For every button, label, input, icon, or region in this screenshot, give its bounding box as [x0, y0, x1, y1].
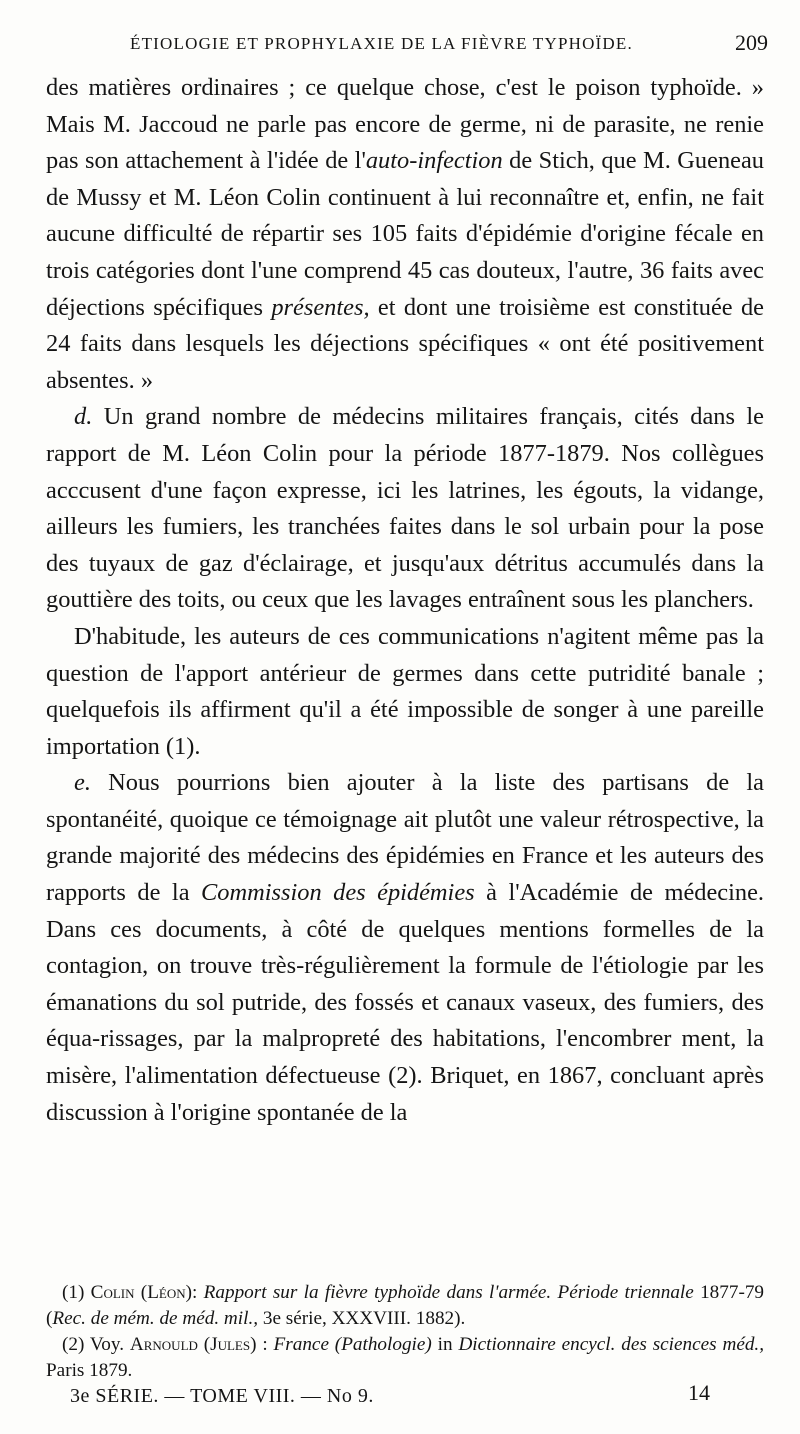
text-span: 1877-79 ( [46, 1282, 765, 1329]
footnote-2 [46, 1332, 764, 1384]
paragraph-d [46, 399, 764, 619]
footnotes [46, 1280, 764, 1384]
paragraph-3: D'habitude, les auteurs de ces communications n'agitent même pas la question de l'apport antérieur de germes dans cette putridité banale ; quelquefois ils affirment qu'il a été impossible de songer à une pareille importation (1). [46, 622, 764, 760]
text-span: à l'Académie de médecine. Dans ces documents, à côté de quelques mentions formelles de la contagion, on trouve très-régulièrement la formule de l'étiologie par les émanations du sol putride, des fossés et canaux vaseux, des fumiers, des équa-rissages, par la malpropreté des habitations, l'encombrer ment, la misère, l'alimentation défectueuse (2). Briquet, en 1867, concluant après discussion à l'origine spontanée de la [46, 879, 765, 1126]
item-label: e. [74, 769, 91, 797]
text-span: Nous pourrions bien ajouter à la liste des partisans de la spontanéité, quoique ce témoignage ait plutôt une valeur rétrospective, la grande majorité des médecins des épidémies en France et les auteurs des rapports de la [46, 769, 764, 907]
text-span: 3e série, XXXVIII. 1882). [258, 1308, 466, 1329]
sheet-number: 14 [688, 1380, 710, 1405]
footnote-author: Colin (Léon): [90, 1282, 198, 1303]
item-label: d. [74, 403, 93, 431]
footnote-mark: (2) [62, 1334, 85, 1355]
italic-term: auto-infection [365, 147, 503, 175]
italic-term: Dictionnaire encycl. des sciences méd., [458, 1334, 765, 1355]
running-title: ÉTIOLOGIE ET PROPHYLAXIE DE LA FIÈVRE TYPHOÏDE. [130, 34, 633, 53]
footnote-mark: (1) [62, 1282, 85, 1303]
text-span: et dont une troisième est constituée de 24 faits dans lesquels les déjections spécifiques « ont été positivement absentes. » [46, 293, 764, 394]
text-span: Paris 1879. [46, 1360, 133, 1381]
body-text [46, 70, 764, 1131]
italic-term: présentes, [271, 293, 370, 321]
paragraph-e [46, 765, 764, 1131]
text-span: Un grand nombre de médecins militaires français, cités dans le rapport de M. Léon Colin pour la période 1877-1879. Nos collègues acccusent d'une façon expresse, ici les latrines, les égouts, la vidange, ailleurs les fumiers, les tranchées faites dans le sol urbain pour la pose des tuyaux de gaz d'éclairage, et jusqu'aux détritus accumulés dans la gouttière des toits, ou ceux que les lavages entraînent sous les planchers. [46, 403, 764, 614]
italic-term: Commission des épidémies [201, 879, 475, 907]
text-span: in [431, 1334, 459, 1355]
signature-line: 3e SÉRIE. — TOME VIII. — No 9. [70, 1385, 374, 1407]
text-span: des matières ordinaires ; ce quelque chose, c'est le poison typhoïde. » Mais M. Jaccoud ne parle pas encore de germe, ni de parasite, ne renie pas son attachement à l'idée de l' [46, 74, 764, 175]
italic-term: France (Pathologie) [273, 1334, 432, 1355]
text-span: de Stich, que M. Gueneau de Mussy et M. Léon Colin continuent à lui reconnaître et, enfin, ne fait aucune difficulté de répartir ses 105 faits d'épidémie d'origine fécale en trois catégories dont l'une comprend 45 cas douteux, l'autre, 36 faits avec déjections spécifiques [46, 147, 764, 321]
text-span: Voy. [89, 1334, 130, 1355]
paragraph-1 [46, 70, 764, 399]
page-number: 209 [735, 30, 768, 55]
footnote-author: Arnould (Jules) : [129, 1334, 268, 1355]
italic-term: Rec. de mém. de méd. mil., [52, 1308, 259, 1329]
footnote-1 [46, 1280, 764, 1332]
italic-term: Rapport sur la fièvre typhoïde dans l'armée. Période triennale [203, 1282, 694, 1303]
